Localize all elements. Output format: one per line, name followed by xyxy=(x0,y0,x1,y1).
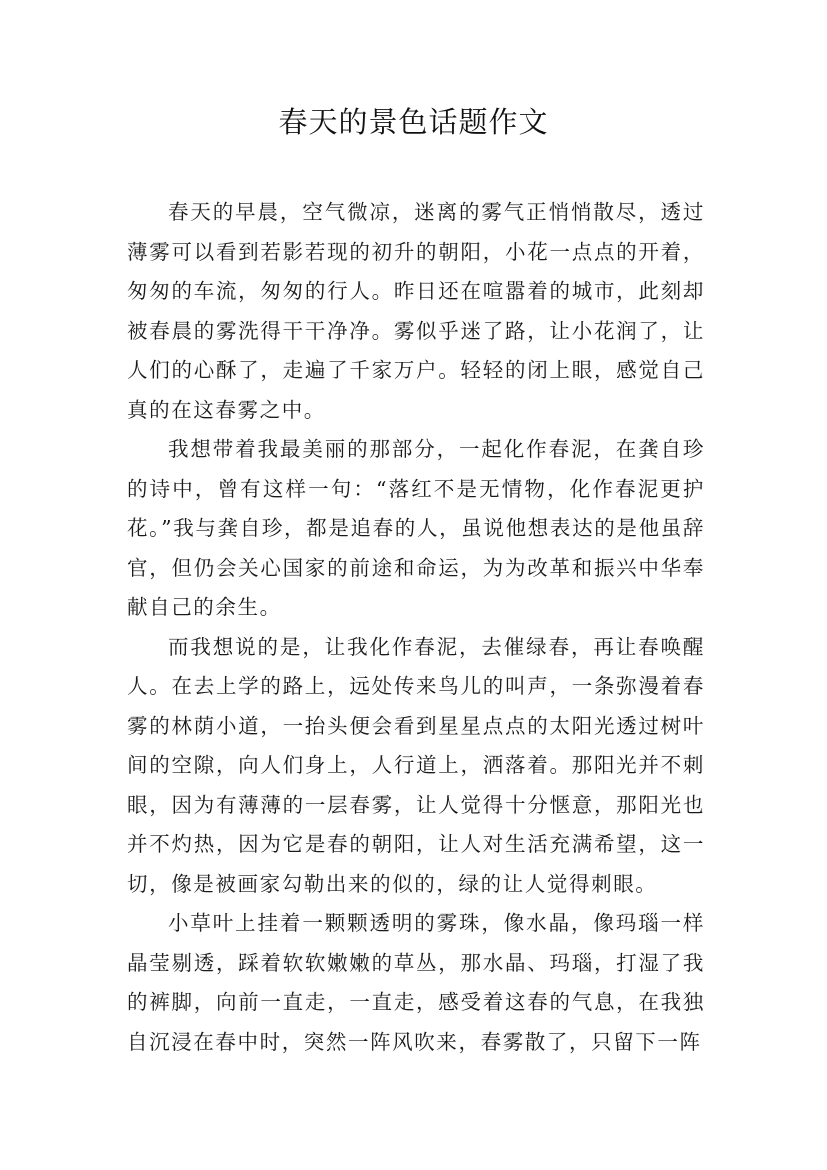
document-title: 春天的景色话题作文 xyxy=(278,105,549,139)
paragraph-3: 而我想说的是，让我化作春泥，去催绿春，再让春唤醒人。在去上学的路上，远处传来鸟儿的叫声，一条弥漫着春雾的林荫小道，一抬头便会看到星星点点的太阳光透过树叶间的空隙，向人们身上，人行道上，洒落着。那阳光并不刺眼，因为有薄薄的一层春雾，让人觉得十分惬意，那阳光也并不灼热，因为它是春的朝阳，让人对生活充满希望，这一切，像是被画家勾勒出来的似的，绿的让人觉得刺眼。 xyxy=(127,634,705,896)
paragraph-2: 我想带着我最美丽的那部分，一起化作春泥，在龚自珍的诗中，曾有这样一句：“落红不是无情物，化作春泥更护花。”我与龚自珍，都是追春的人，虽说他想表达的是他虽辞官，但仍会关心国家的前途和命运，为为改革和振兴中华奉献自己的余生。 xyxy=(127,437,705,619)
document-body xyxy=(127,193,705,1062)
paragraph-1: 春天的早晨，空气微凉，迷离的雾气正悄悄散尽，透过薄雾可以看到若影若现的初升的朝阳，小花一点点的开着，匆匆的车流，匆匆的行人。昨日还在喧嚣着的城市，此刻却被春晨的雾洗得干干净净。雾似乎迷了路，让小花润了，让人们的心酥了，走遍了千家万户。轻轻的闭上眼，感觉自己真的在这春雾之中。 xyxy=(127,200,705,422)
paragraph-4: 小草叶上挂着一颗颗透明的雾珠，像水晶，像玛瑙一样晶莹剔透，踩着软软嫩嫩的草丛，那水晶、玛瑙，打湿了我的裤脚，向前一直走，一直走，感受着这春的气息，在我独自沉浸在春中时，突然一阵风吹来，春雾散了，只留下一阵 xyxy=(127,911,705,1054)
